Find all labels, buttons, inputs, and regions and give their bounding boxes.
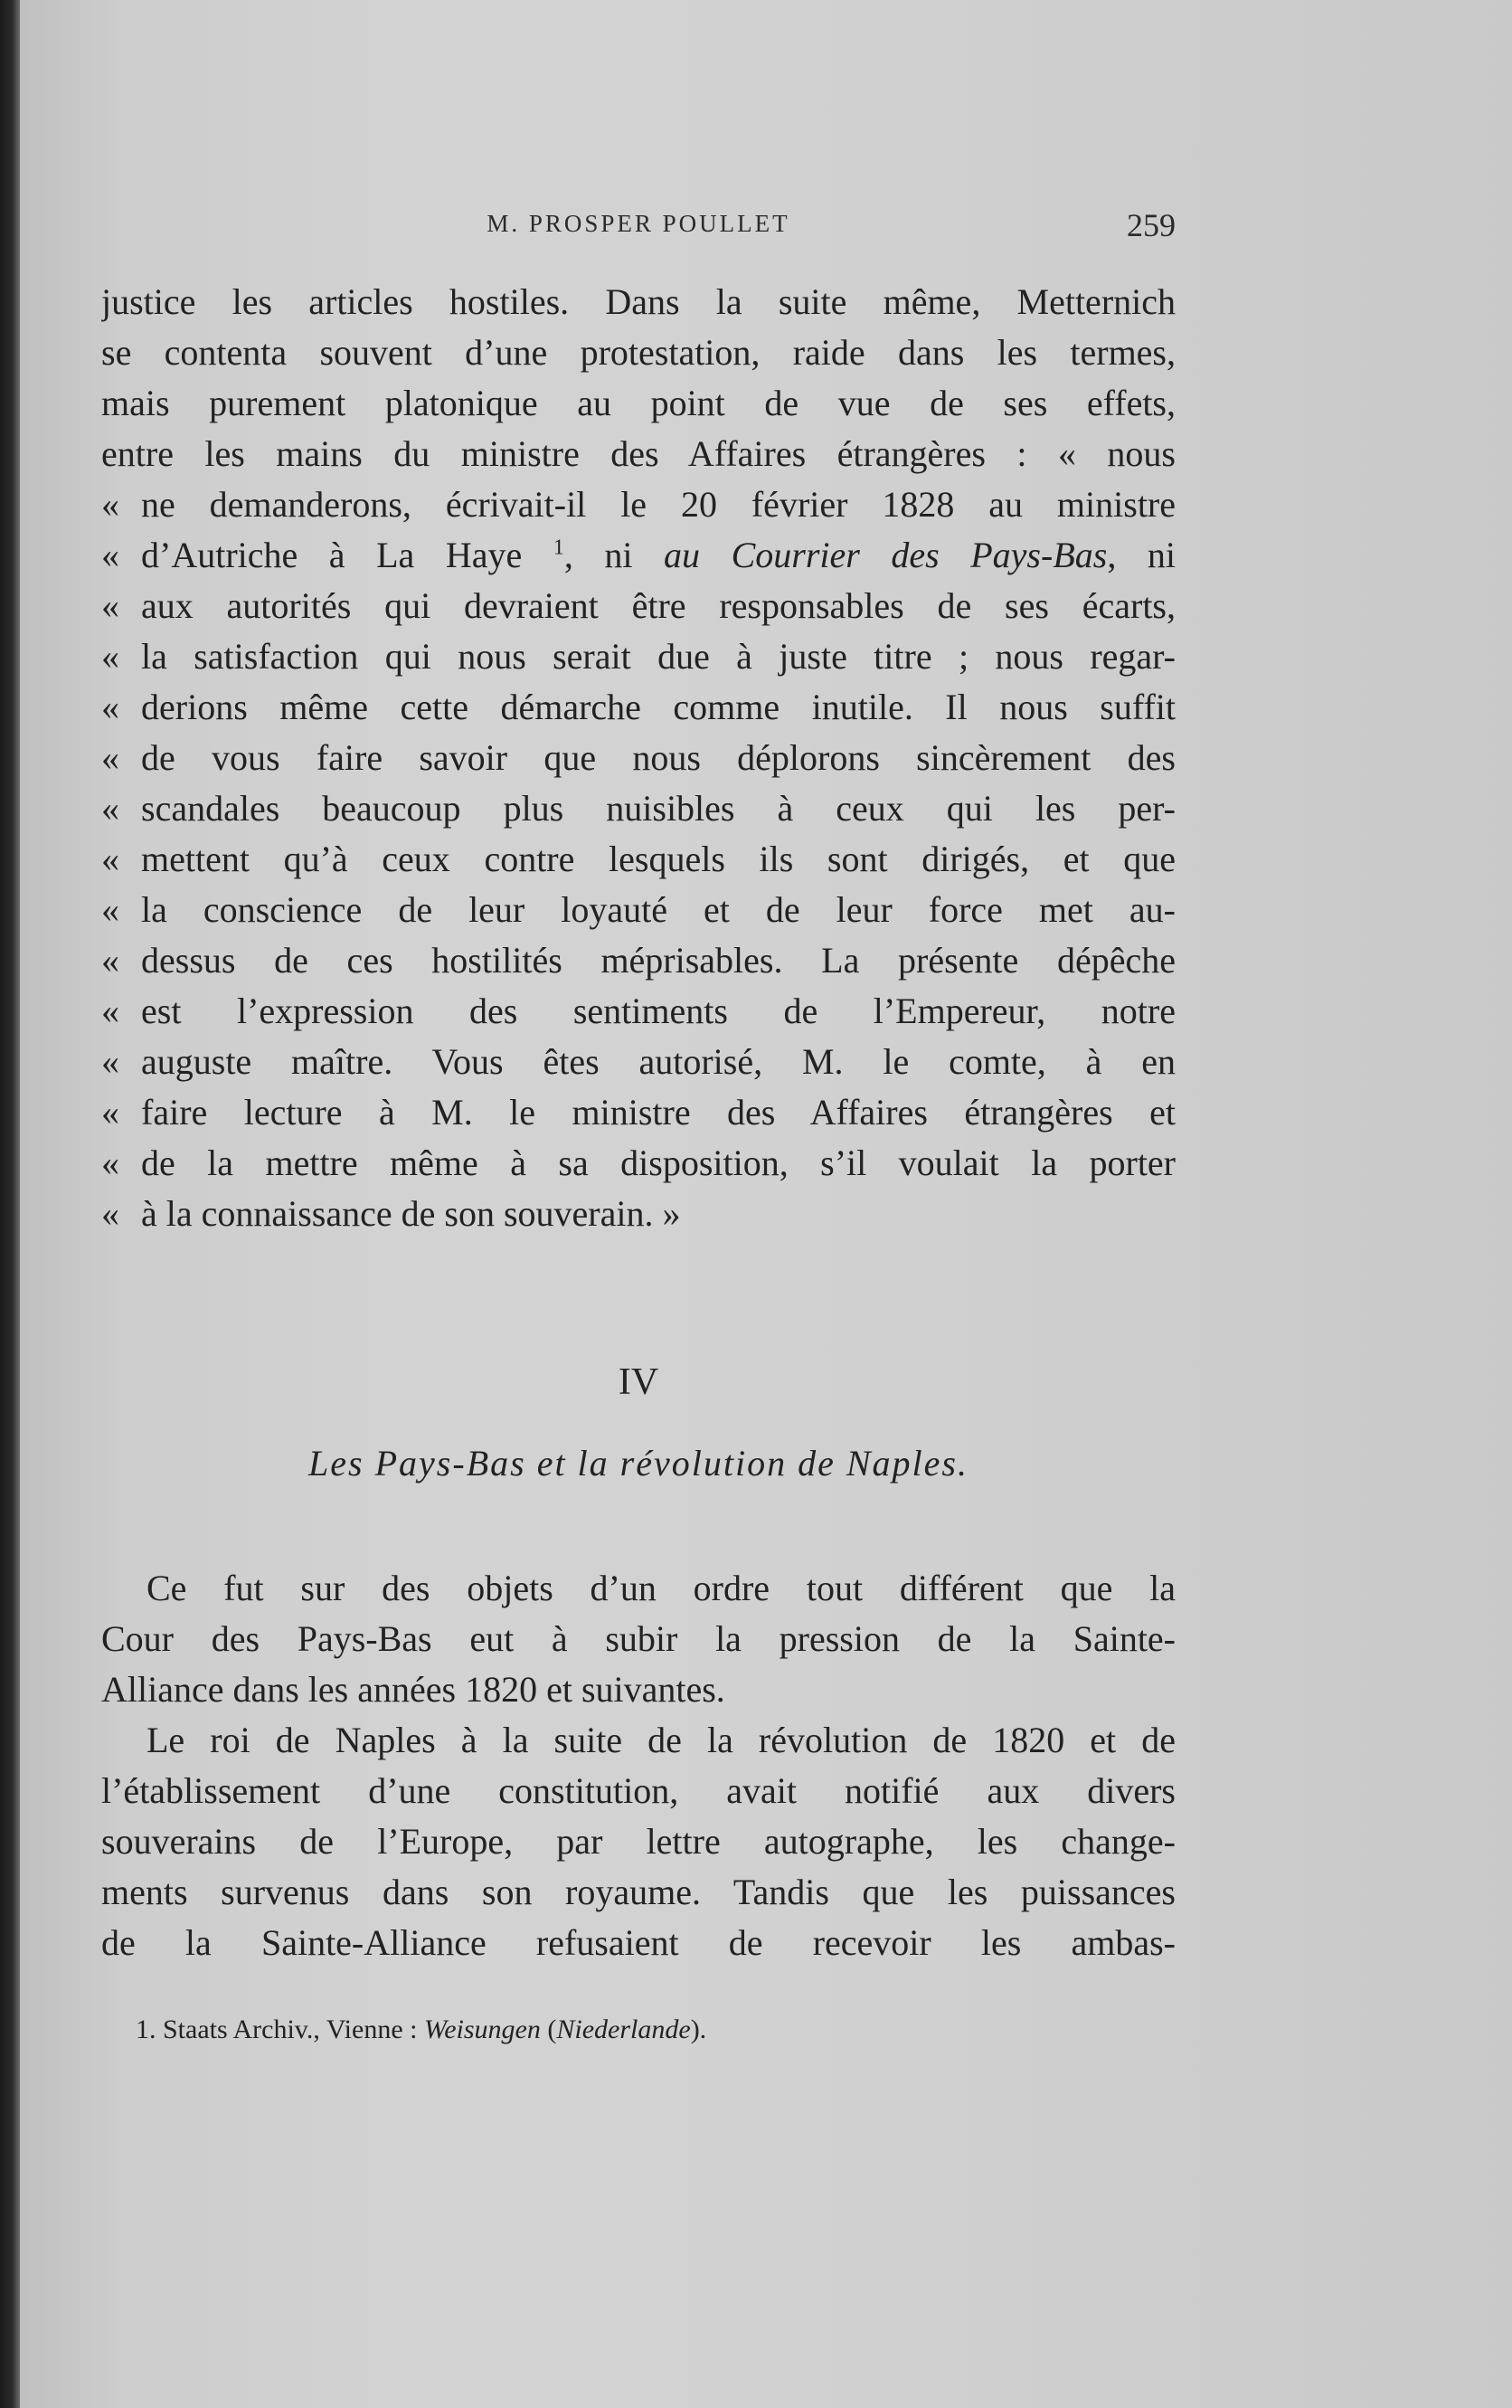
quoted-text: à la connaissance de son souverain. » [141,1193,681,1234]
section-numeral: IV [618,1361,659,1403]
text-line: de la Sainte-Alliance refusaient de recevoir les ambas- [101,1922,1176,1963]
running-title: M. PROSPER POULLET [487,210,790,237]
quoted-text: d’Autriche à La Haye [141,535,523,575]
text-line: entre les mains du ministre des Affaires étrangères : « nous [101,433,1176,474]
quote-mark: « [101,1142,119,1183]
quote-mark: « [101,839,119,879]
footnote [136,2010,1176,2050]
quoted-line [101,530,1176,581]
quote-mark: « [101,1193,119,1234]
text-line: Cour des Pays-Bas eut à subir la pression de la Sainte- [101,1618,1176,1659]
footnote-italic: Niederlande [556,2015,691,2044]
quoted-line [101,631,1176,682]
text-block-bottom [101,1563,1176,1968]
italic-title: au Courrier des Pays-Bas [664,535,1108,575]
quoted-text: aux autorités qui devraient être responsables de ses écarts, [141,585,1176,626]
quoted-text: , ni [563,535,665,575]
text-line: l’établissement d’une constitution, avait notifié aux divers [101,1770,1176,1811]
quoted-line [101,1138,1176,1189]
page-number: 259 [1127,207,1176,243]
quoted-line [101,885,1176,935]
quoted-text: derions même cette démarche comme inutile. Il nous suffit [141,687,1176,727]
text-block-top [101,277,1176,1239]
quoted-text: auguste maître. Vous êtes autorisé, M. le comte, à en [141,1041,1176,1082]
quoted-line [101,581,1176,631]
quoted-text: faire lecture à M. le ministre des Affaires étrangères et [141,1092,1176,1133]
quoted-text: la conscience de leur loyauté et de leur force met au- [141,889,1176,930]
quoted-line [101,783,1176,834]
quote-mark: « [101,484,119,525]
footnote-paren: ). [690,2015,707,2044]
footnote-paren: ( [540,2015,557,2044]
quoted-line [101,986,1176,1037]
quote-mark: « [101,991,119,1031]
quoted-text: dessus de ces hostilités méprisables. La présente dépêche [141,940,1176,981]
text-line: se contenta souvent d’une protestation, raide dans les termes, [101,332,1176,373]
text-line: mais purement platonique au point de vue de ses effets, [101,383,1176,423]
quote-mark: « [101,585,119,626]
binding-edge [0,0,20,2408]
footnote-text: Staats Archiv., Vienne : [163,2015,424,2044]
quoted-text: mettent qu’à ceux contre lesquels ils sont dirigés, et que [141,839,1176,879]
section-title: Les Pays-Bas et la révolution de Naples. [308,1443,969,1484]
quoted-text: est l’expression des sentiments de l’Empereur, notre [141,991,1176,1031]
text-line: Le roi de Naples à la suite de la révolution de 1820 et de [146,1720,1176,1760]
quoted-line [101,834,1176,885]
text-line: Ce fut sur des objets d’un ordre tout différent que la [146,1568,1176,1608]
text-line: justice les articles hostiles. Dans la suite même, Metternich [101,281,1176,322]
quoted-line [101,1087,1176,1138]
quoted-line [101,1037,1176,1087]
footnote-italic: Weisungen [423,2015,541,2044]
quote-mark: « [101,535,119,575]
quoted-line [101,1189,1176,1239]
quote-mark: « [101,889,119,930]
quoted-text: la satisfaction qui nous serait due à juste titre ; nous regar- [141,636,1176,677]
quoted-text: , ni [1107,535,1176,575]
quote-mark: « [101,788,119,829]
quoted-text: scandales beaucoup plus nuisibles à ceux qui les per- [141,788,1176,829]
quoted-line [101,479,1176,530]
quoted-text: de la mettre même à sa disposition, s’il voulait la porter [141,1142,1176,1183]
quoted-line [101,935,1176,986]
quoted-line [101,733,1176,783]
quoted-line [101,682,1176,733]
quoted-text: ne demanderons, écrivait-il le 20 février 1828 au ministre [141,484,1176,525]
quote-mark: « [101,1092,119,1133]
quote-mark: « [101,1041,119,1082]
quote-mark: « [101,687,119,727]
footnote-reference[interactable]: 1 [553,536,564,560]
quote-mark: « [101,636,119,677]
text-line: souverains de l’Europe, par lettre autographe, les change- [101,1821,1176,1862]
text-line: ments survenus dans son royaume. Tandis que les puissances [101,1872,1176,1912]
running-head [101,206,1176,246]
text-line: Alliance dans les années 1820 et suivantes. [101,1669,725,1710]
quoted-text: de vous faire savoir que nous déplorons sincèrement des [141,737,1176,778]
footnote-number: 1. [136,2015,156,2044]
quote-mark: « [101,737,119,778]
quote-mark: « [101,940,119,981]
